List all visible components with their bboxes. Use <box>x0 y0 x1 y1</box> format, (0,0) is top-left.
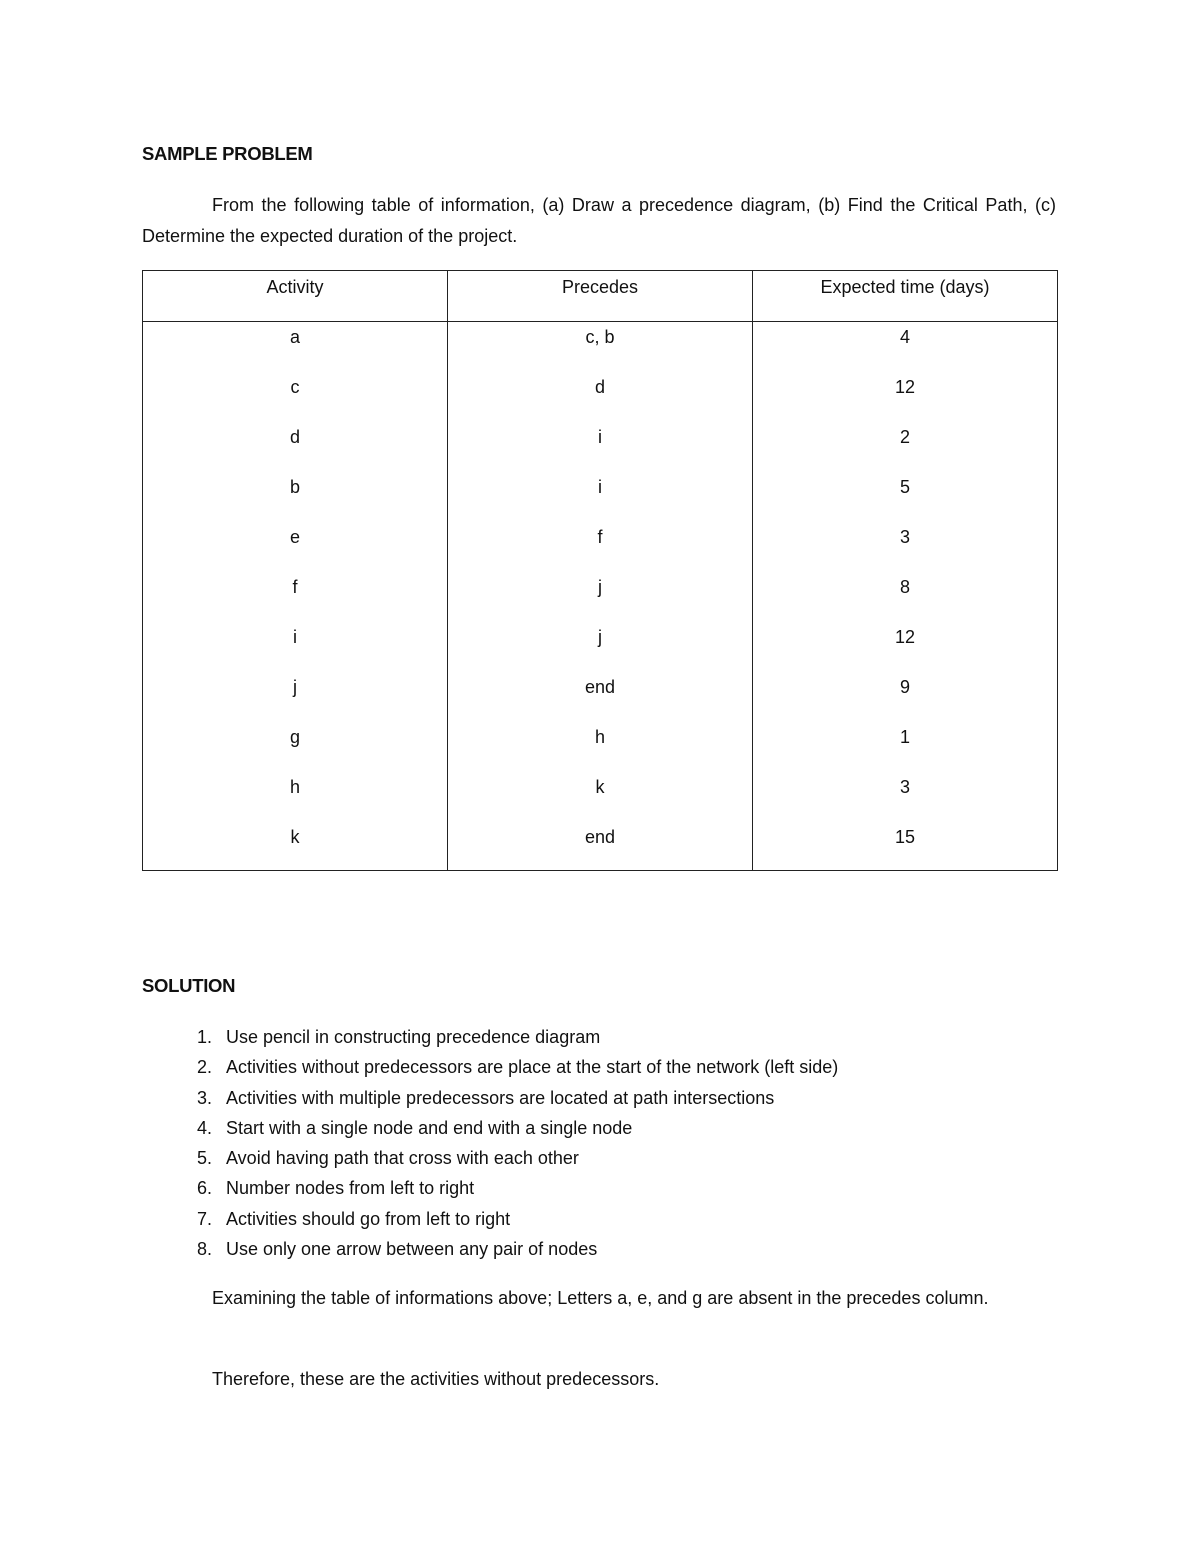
list-item <box>142 1054 838 1084</box>
therefore-text: Therefore, these are the activities without predecessors. <box>212 1369 660 1389</box>
solution-heading: SOLUTION <box>142 975 236 996</box>
cell-time: 12 <box>753 372 1058 422</box>
activity-table <box>142 270 1058 871</box>
cell-time: 8 <box>753 572 1058 622</box>
list-item <box>142 1206 838 1236</box>
cell-precedes: h <box>448 722 753 772</box>
step-number: 2. <box>196 1057 212 1078</box>
table-row <box>143 722 1058 772</box>
cell-activity: k <box>143 822 448 870</box>
cell-time: 3 <box>753 772 1058 822</box>
table-row <box>143 622 1058 672</box>
cell-precedes: j <box>448 572 753 622</box>
step-text: Avoid having path that cross with each other <box>226 1148 579 1169</box>
cell-precedes: i <box>448 472 753 522</box>
cell-activity: i <box>143 622 448 672</box>
table-row <box>143 672 1058 722</box>
cell-precedes: end <box>448 822 753 870</box>
cell-time: 12 <box>753 622 1058 672</box>
cell-activity: j <box>143 672 448 722</box>
examining-text: Examining the table of informations above; Letters a, e, and g are absent in the precedes column. <box>212 1288 989 1308</box>
cell-activity: e <box>143 522 448 572</box>
solution-steps-list <box>142 1024 838 1266</box>
step-number: 1. <box>196 1027 212 1047</box>
cell-precedes: i <box>448 422 753 472</box>
cell-precedes: f <box>448 522 753 572</box>
step-number: 7. <box>196 1208 212 1229</box>
cell-time: 9 <box>753 672 1058 722</box>
list-item <box>142 1115 838 1145</box>
table-row <box>143 822 1058 870</box>
step-text: Activities should go from left to right <box>226 1208 511 1229</box>
header-precedes: Precedes <box>448 271 753 322</box>
table-row <box>143 522 1058 572</box>
table-header-row <box>143 271 1058 322</box>
list-item <box>142 1175 838 1205</box>
cell-activity: h <box>143 772 448 822</box>
cell-precedes: k <box>448 772 753 822</box>
table-row <box>143 372 1058 422</box>
step-number: 3. <box>196 1087 212 1108</box>
table-row <box>143 772 1058 822</box>
step-text: Activities without predecessors are place at the start of the network (left side) <box>226 1057 839 1078</box>
cell-time: 1 <box>753 722 1058 772</box>
problem-instruction <box>142 190 1056 252</box>
step-text: Use only one arrow between any pair of nodes <box>226 1239 598 1260</box>
problem-instruction-text: From the following table of information, (a) Draw a precedence diagram, (b) Find the Critical Path, (c) Determine the expected duration of the project. <box>142 195 1056 246</box>
cell-precedes: j <box>448 622 753 672</box>
step-number: 4. <box>196 1117 212 1138</box>
step-text: Use pencil in constructing precedence diagram <box>226 1027 601 1047</box>
cell-activity: c <box>143 372 448 422</box>
list-item <box>142 1024 838 1054</box>
cell-activity: f <box>143 572 448 622</box>
header-expected-time: Expected time (days) <box>753 271 1058 322</box>
step-number: 5. <box>196 1148 212 1169</box>
table-row <box>143 322 1058 372</box>
sample-problem-heading: SAMPLE PROBLEM <box>142 143 313 164</box>
table-row <box>143 422 1058 472</box>
step-text: Start with a single node and end with a single node <box>226 1117 633 1138</box>
list-item <box>142 1145 838 1175</box>
step-number: 6. <box>196 1178 212 1199</box>
table-row <box>143 572 1058 622</box>
cell-activity: b <box>143 472 448 522</box>
step-number: 8. <box>196 1239 212 1260</box>
cell-time: 5 <box>753 472 1058 522</box>
header-activity: Activity <box>143 271 448 322</box>
cell-precedes: end <box>448 672 753 722</box>
therefore-paragraph <box>142 1364 1056 1395</box>
cell-activity: g <box>143 722 448 772</box>
cell-time: 4 <box>753 322 1058 372</box>
cell-activity: d <box>143 422 448 472</box>
step-text: Number nodes from left to right <box>226 1178 475 1199</box>
cell-activity: a <box>143 322 448 372</box>
list-item <box>142 1236 838 1266</box>
table-row <box>143 472 1058 522</box>
cell-time: 2 <box>753 422 1058 472</box>
cell-precedes: c, b <box>448 322 753 372</box>
examining-paragraph <box>142 1283 1056 1314</box>
step-text: Activities with multiple predecessors are located at path intersections <box>226 1087 775 1108</box>
cell-precedes: d <box>448 372 753 422</box>
list-item <box>142 1085 838 1115</box>
cell-time: 3 <box>753 522 1058 572</box>
cell-time: 15 <box>753 822 1058 870</box>
